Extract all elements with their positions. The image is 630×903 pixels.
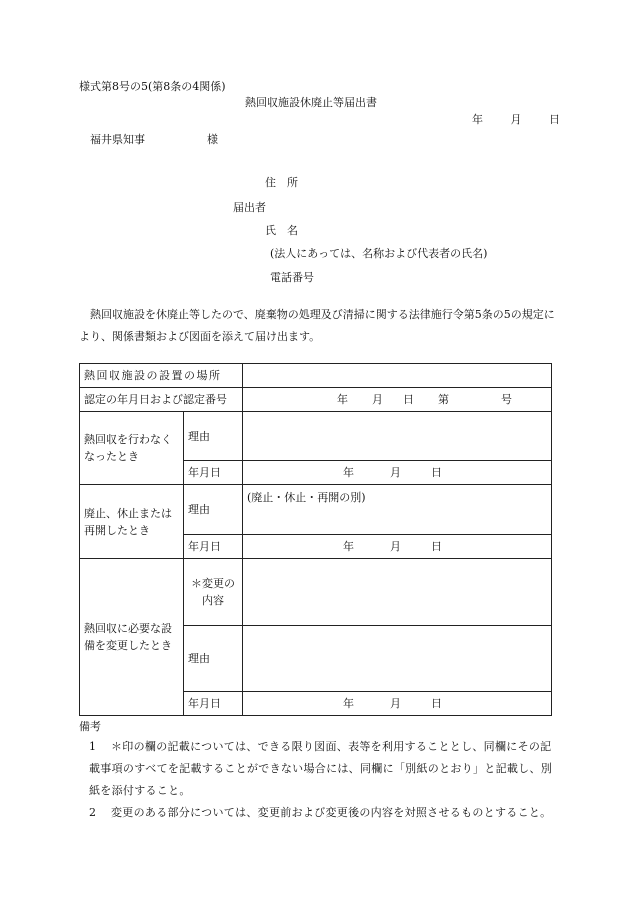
section-stopped-label: 熱回収を行わなくなったとき bbox=[80, 412, 184, 485]
address-label: 住 所 bbox=[265, 176, 298, 189]
date-month: 月 bbox=[390, 466, 401, 479]
cert-day: 日 bbox=[403, 393, 414, 406]
section-stopped-reason-label: 理由 bbox=[184, 412, 243, 461]
note-text: 変更のある部分については、変更前および変更後の内容を対照させるものとすること。 bbox=[111, 806, 552, 819]
cert-value[interactable] bbox=[243, 388, 552, 412]
addressee: 福井県知事 bbox=[90, 133, 145, 146]
submission-date bbox=[472, 113, 560, 126]
section-changed-date-label: 年月日 bbox=[184, 692, 243, 716]
date-day: 日 bbox=[431, 466, 442, 479]
note-number: 1 bbox=[89, 740, 96, 753]
addressee-honorific: 様 bbox=[207, 133, 218, 146]
phone-label: 電話番号 bbox=[270, 271, 314, 284]
notes-section bbox=[79, 718, 559, 824]
cert-month: 月 bbox=[372, 393, 383, 406]
date-year: 年 bbox=[343, 466, 354, 479]
section-stopped-date-value[interactable] bbox=[243, 461, 552, 485]
date-day: 日 bbox=[431, 540, 442, 553]
section-changed-content-label: ＊変更の内容 bbox=[184, 559, 243, 626]
section-stopped-reason-value[interactable] bbox=[243, 412, 552, 461]
section-abolished-reason-label: 理由 bbox=[184, 485, 243, 535]
date-month: 月 bbox=[390, 697, 401, 710]
date-day: 日 bbox=[431, 697, 442, 710]
section-changed-content-value[interactable] bbox=[243, 559, 552, 626]
section-changed-reason-label: 理由 bbox=[184, 626, 243, 692]
date-month: 月 bbox=[510, 113, 522, 126]
date-day: 日 bbox=[549, 113, 560, 126]
location-label: 熱回収施設の設置の場所 bbox=[80, 364, 243, 388]
date-month: 月 bbox=[390, 540, 401, 553]
section-stopped-date-label: 年月日 bbox=[184, 461, 243, 485]
date-year: 年 bbox=[343, 540, 354, 553]
cert-no-suffix: 号 bbox=[501, 393, 512, 406]
section-abolished-date-label: 年月日 bbox=[184, 535, 243, 559]
applicant-label: 届出者 bbox=[233, 201, 266, 214]
notes-title: 備考 bbox=[79, 720, 101, 733]
abolish-type-note: (廃止・休止・再開の別) bbox=[247, 491, 366, 504]
body-text: 熱回収施設を休廃止等したので、廃棄物の処理及び清掃に関する法律施行令第5条の5の規定により、関係書類および図面を添えて届け出ます。 bbox=[79, 308, 555, 343]
date-year: 年 bbox=[343, 697, 354, 710]
section-abolished-label: 廃止、休止または再開したとき bbox=[80, 485, 184, 559]
page-title: 熱回収施設休廃止等届出書 bbox=[245, 96, 377, 109]
note-item bbox=[79, 736, 559, 802]
note-text: ＊印の欄の記載については、できる限り図面、表等を利用することとし、同欄にその記載事項のすべてを記載することができない場合には、同欄に「別紙のとおり」と記載し、別紙を添付すること。 bbox=[89, 740, 553, 797]
note-item bbox=[79, 802, 559, 824]
cert-label: 認定の年月日および認定番号 bbox=[80, 388, 243, 412]
location-value[interactable] bbox=[243, 364, 552, 388]
section-abolished-date-value[interactable] bbox=[243, 535, 552, 559]
section-changed-date-value[interactable] bbox=[243, 692, 552, 716]
section-abolished-reason-value[interactable] bbox=[243, 485, 552, 535]
name-label: 氏 名 bbox=[265, 224, 298, 237]
section-changed-label: 熱回収に必要な設備を変更したとき bbox=[80, 559, 184, 716]
section-changed-reason-value[interactable] bbox=[243, 626, 552, 692]
corporate-note: (法人にあっては、名称および代表者の氏名) bbox=[270, 247, 488, 260]
cert-year: 年 bbox=[337, 393, 348, 406]
date-year: 年 bbox=[472, 113, 483, 126]
notification-table bbox=[79, 363, 552, 716]
note-number: 2 bbox=[89, 806, 96, 819]
form-number: 様式第8号の5(第8条の4関係) bbox=[79, 80, 226, 93]
cert-no-prefix: 第 bbox=[438, 393, 449, 406]
